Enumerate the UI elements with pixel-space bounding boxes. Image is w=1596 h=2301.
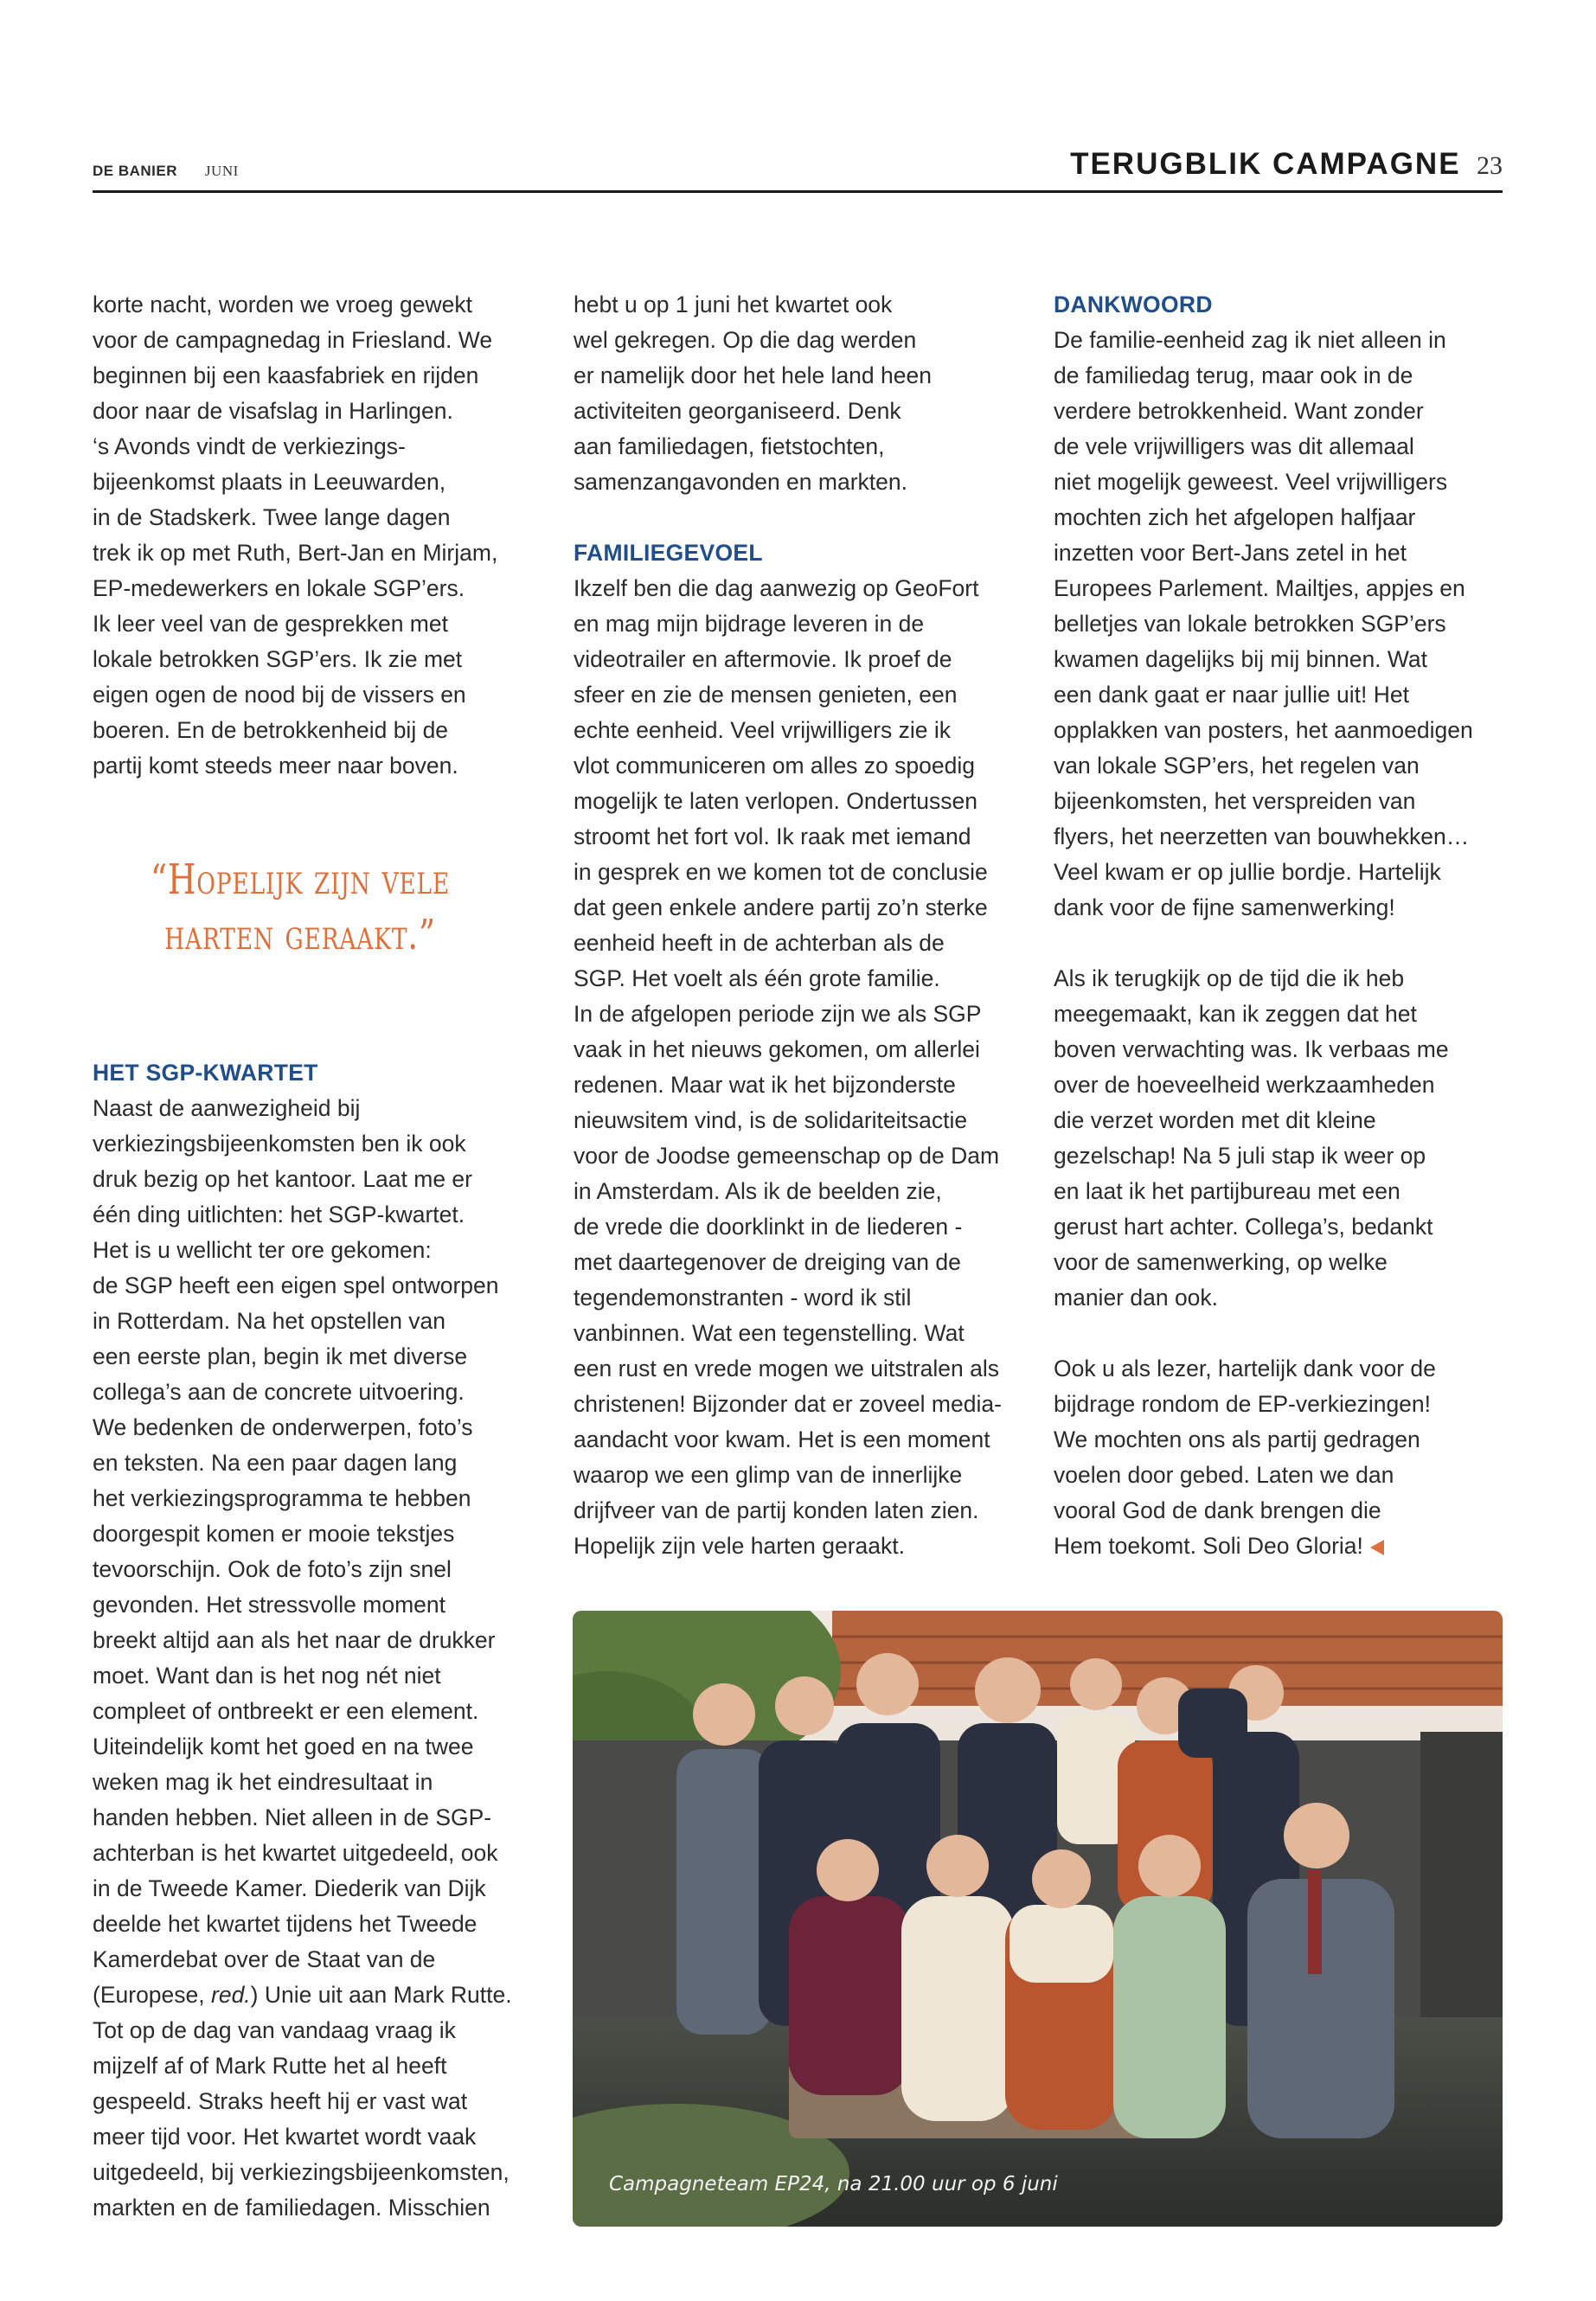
- text-line: van lokale SGP’ers, het regelen van: [1054, 753, 1420, 779]
- text-line: Europees Parlement. Mailtjes, appjes en: [1054, 575, 1465, 601]
- text-line: de SGP heeft een eigen spel ontworpen: [93, 1272, 499, 1298]
- text-line: druk bezig op het kantoor. Laat me er: [93, 1166, 472, 1192]
- text-line: de vrede die doorklinkt in de liederen -: [574, 1214, 963, 1240]
- text-line: uitgedeeld, bij verkiezingsbijeenkomsten,: [93, 2159, 510, 2185]
- page-number: 23: [1477, 151, 1503, 180]
- text-line: SGP. Het voelt als één grote familie.: [574, 965, 940, 991]
- red-line-before: (Europese,: [93, 1982, 211, 2008]
- text-line: voor de Joodse gemeenschap op de Dam: [574, 1143, 1000, 1169]
- pull-quote-line-1: “Hopelijk zijn vele: [150, 856, 451, 904]
- text-line: markten en de familiedagen. Misschien: [93, 2195, 490, 2221]
- text-line: bijeenkomsten, het verspreiden van: [1054, 788, 1416, 814]
- text-line: belletjes van lokale betrokken SGP’ers: [1054, 611, 1446, 637]
- text-line: Tot op de dag van vandaag vraag ik: [93, 2017, 456, 2043]
- text-line: mogelijk te laten verlopen. Ondertussen: [574, 788, 977, 814]
- text-line: partij komt steeds meer naar boven.: [93, 753, 458, 779]
- text-line: christenen! Bijzonder dat er zoveel media-: [574, 1391, 1002, 1417]
- text-line: boven verwachting was. Ik verbaas me: [1054, 1036, 1449, 1062]
- text-line: wel gekregen. Op die dag werden: [574, 327, 917, 353]
- text-line: mijzelf af of Mark Rutte het al heeft: [93, 2053, 447, 2079]
- text-line: opplakken van posters, het aanmoedigen: [1054, 717, 1473, 743]
- text-line: vaak in het nieuws gekomen, om allerlei: [574, 1036, 980, 1062]
- text-line: in gesprek en we komen tot de conclusie: [574, 859, 988, 885]
- text-line: In de afgelopen periode zijn we als SGP: [574, 1001, 982, 1027]
- text-line: bijeenkomst plaats in Leeuwarden,: [93, 469, 446, 495]
- text-line: gespeeld. Straks heeft hij er vast wat: [93, 2088, 468, 2114]
- text-line: flyers, het neerzetten van bouwhekken…: [1054, 824, 1470, 849]
- team-photo-illustration: [573, 1611, 1503, 2227]
- text-line: verdere betrokkenheid. Want zonder: [1054, 398, 1424, 424]
- header-left: [93, 163, 239, 180]
- header-right: [1070, 147, 1503, 182]
- text-line: drijfveer van de partij konden laten zien.: [574, 1497, 979, 1523]
- text-line: mochten zich het afgelopen halfjaar: [1054, 504, 1416, 530]
- text-line: in Amsterdam. Als ik de beelden zie,: [574, 1178, 942, 1204]
- kwartet-body: [93, 1091, 542, 1977]
- text-line: doorgespit komen er mooie tekstjes: [93, 1521, 455, 1547]
- text-line: trek ik op met Ruth, Bert-Jan en Mirjam,: [93, 540, 498, 566]
- text-line: vanbinnen. Wat een tegenstelling. Wat: [574, 1320, 965, 1346]
- column-1-kwartet: [93, 1055, 542, 2226]
- text-line: één ding uitlichten: het SGP-kwartet.: [93, 1202, 465, 1227]
- text-line: tevoorschijn. Ook de foto’s zijn snel: [93, 1556, 452, 1582]
- text-line: een eerste plan, begin ik met diverse: [93, 1343, 468, 1369]
- text-line: vlot communiceren om alles zo spoedig: [574, 753, 975, 779]
- text-line: beginnen bij een kaasfabriek en rijden: [93, 362, 479, 388]
- text-line: de vele vrijwilligers was dit allemaal: [1054, 433, 1414, 459]
- text-line: meegemaakt, kan ik zeggen dat het: [1054, 1001, 1417, 1027]
- text-line: samenzangavonden en markten.: [574, 469, 907, 495]
- text-line: en mag mijn bijdrage leveren in de: [574, 611, 925, 637]
- text-line: niet mogelijk geweest. Veel vrijwilligers: [1054, 469, 1448, 495]
- text-line: voor de campagnedag in Friesland. We: [93, 327, 493, 353]
- text-line: een rust en vrede mogen we uitstralen als: [574, 1356, 999, 1381]
- text-line: voelen door gebed. Laten we dan: [1054, 1462, 1394, 1488]
- text-line: videotrailer en aftermovie. Ik proef de: [574, 646, 952, 672]
- text-line: Hem toekomt. Soli Deo Gloria!: [1054, 1529, 1512, 1564]
- text-line: Hopelijk zijn vele harten geraakt.: [574, 1533, 905, 1559]
- paragraph-2: [1054, 961, 1512, 1316]
- end-triangle-icon: [1370, 1540, 1384, 1555]
- text-line: eenheid heeft in de achterban als de: [574, 930, 945, 956]
- text-line: Als ik terugkijk op de tijd die ik heb: [1054, 965, 1405, 991]
- text-line: eigen ogen de nood bij de vissers en: [93, 682, 466, 708]
- text-line: weken mag ik het eindresultaat in: [93, 1769, 433, 1795]
- dank-heading: DANKWOORD: [1054, 292, 1213, 317]
- red-line-after: ) Unie uit aan Mark Rutte.: [250, 1982, 512, 2008]
- text-line: deelde het kwartet tijdens het Tweede: [93, 1911, 478, 1937]
- text-line: Veel kwam er op jullie bordje. Hartelijk: [1054, 859, 1441, 885]
- text-line: gerust hart achter. Collega’s, bedankt: [1054, 1214, 1433, 1240]
- text-line: boeren. En de betrokkenheid bij de: [93, 717, 449, 743]
- text-line: in de Tweede Kamer. Diederik van Dijk: [93, 1875, 486, 1901]
- text-line: collega’s aan de concrete uitvoering.: [93, 1379, 465, 1405]
- column-2-intro: [574, 287, 1023, 500]
- text-line: We mochten ons als partij gedragen: [1054, 1426, 1420, 1452]
- column-3: [1054, 287, 1512, 1564]
- text-line: en teksten. Na een paar dagen lang: [93, 1450, 458, 1476]
- spacer: [574, 500, 1023, 535]
- text-line: EP-medewerkers en lokale SGP’ers.: [93, 575, 465, 601]
- text-line: de familiedag terug, maar ook in de: [1054, 362, 1413, 388]
- red-line-italic: red.: [211, 1982, 251, 2008]
- spacer: [1054, 926, 1512, 961]
- text-line: gevonden. Het stressvolle moment: [93, 1592, 446, 1618]
- team-photo: [573, 1611, 1503, 2227]
- text-line: in Rotterdam. Na het opstellen van: [93, 1308, 446, 1334]
- text-line: We bedenken de onderwerpen, foto’s: [93, 1414, 473, 1440]
- pull-quote: [138, 852, 462, 963]
- spacer: [1054, 1316, 1512, 1351]
- text-line: over de hoeveelheid werkzaamheden: [1054, 1072, 1435, 1098]
- column-1: [93, 287, 542, 784]
- text-line: een dank gaat er naar jullie uit! Het: [1054, 682, 1410, 708]
- page-header: [93, 147, 1503, 194]
- text-line: ‘s Avonds vindt de verkiezings-: [93, 433, 406, 459]
- text-line: moet. Want dan is het nog nét niet: [93, 1663, 441, 1689]
- publication-name: DE BANIER: [93, 163, 178, 179]
- text-line: meer tijd voor. Het kwartet wordt vaak: [93, 2124, 477, 2150]
- section-title: TERUGBLIK CAMPAGNE: [1070, 147, 1461, 181]
- text-line: het verkiezingsprogramma te hebben: [93, 1485, 471, 1511]
- text-line: Het is u wellicht ter ore gekomen:: [93, 1237, 432, 1263]
- kwartet-body-2: [93, 2013, 542, 2226]
- text-line: Ook u als lezer, hartelijk dank voor de: [1054, 1356, 1436, 1381]
- familie-heading: FAMILIEGEVOEL: [574, 540, 763, 566]
- text-line: sfeer en zie de mensen genieten, een: [574, 682, 958, 708]
- text-line: bijdrage rondom de EP-verkiezingen!: [1054, 1391, 1432, 1417]
- text-line: dank voor de fijne samenwerking!: [1054, 894, 1395, 920]
- text-line: tegendemonstranten - word ik stil: [574, 1285, 912, 1311]
- header-rule: [93, 190, 1503, 193]
- text-line: verkiezingsbijeenkomsten ben ik ook: [93, 1131, 466, 1157]
- photo-caption: Campagneteam EP24, na 21.00 uur op 6 juni: [609, 2173, 1058, 2195]
- text-line: korte nacht, worden we vroeg gewekt: [93, 292, 472, 317]
- text-line: Ikzelf ben die dag aanwezig op GeoFort: [574, 575, 979, 601]
- dank-body: [1054, 323, 1512, 926]
- text-line: breekt altijd aan als het naar de drukker: [93, 1627, 496, 1653]
- kwartet-heading: HET SGP-KWARTET: [93, 1060, 318, 1086]
- text-line: voor de samenwerking, op welke: [1054, 1249, 1388, 1275]
- red-note-line: [93, 1977, 542, 2013]
- text-line: inzetten voor Bert-Jans zetel in het: [1054, 540, 1407, 566]
- text-line: De familie-eenheid zag ik niet alleen in: [1054, 327, 1446, 353]
- text-line: Kamerdebat over de Staat van de: [93, 1946, 436, 1972]
- text-line: activiteiten georganiseerd. Denk: [574, 398, 901, 424]
- text-line: compleet of ontbreekt er een element.: [93, 1698, 479, 1724]
- text-line: lokale betrokken SGP’ers. Ik zie met: [93, 646, 463, 672]
- text-line: stroomt het fort vol. Ik raak met iemand: [574, 824, 971, 849]
- text-line: redenen. Maar wat ik het bijzonderste: [574, 1072, 956, 1098]
- text-line: kwamen dagelijks bij mij binnen. Wat: [1054, 646, 1428, 672]
- text-line: er namelijk door het hele land heen: [574, 362, 932, 388]
- text-line: aan familiedagen, fietstochten,: [574, 433, 885, 459]
- text-line: gezelschap! Na 5 juli stap ik weer op: [1054, 1143, 1426, 1169]
- text-line: Uiteindelijk komt het goed en na twee: [93, 1734, 474, 1759]
- text-line: Ik leer veel van de gesprekken met: [93, 611, 448, 637]
- text-line: hebt u op 1 juni het kwartet ook: [574, 292, 893, 317]
- text-line: aandacht voor kwam. Het is een moment: [574, 1426, 990, 1452]
- text-line: met daartegenover de dreiging van de: [574, 1249, 961, 1275]
- text-line: Naast de aanwezigheid bij: [93, 1095, 361, 1121]
- issue-month: JUNI: [204, 163, 239, 179]
- familie-body: [574, 571, 1023, 1564]
- text-line: echte eenheid. Veel vrijwilligers zie ik: [574, 717, 951, 743]
- text-line: handen hebben. Niet alleen in de SGP-: [93, 1804, 492, 1830]
- text-line: vooral God de dank brengen die: [1054, 1497, 1381, 1523]
- text-line: en laat ik het partijbureau met een: [1054, 1178, 1401, 1204]
- text-line: nieuwsitem vind, is de solidariteitsactie: [574, 1107, 968, 1133]
- text-line: dat geen enkele andere partij zo’n sterke: [574, 894, 988, 920]
- text-line: manier dan ook.: [1054, 1285, 1219, 1311]
- text-line: in de Stadskerk. Twee lange dagen: [93, 504, 451, 530]
- text-line: achterban is het kwartet uitgedeeld, ook: [93, 1840, 498, 1866]
- paragraph-3: [1054, 1351, 1512, 1564]
- text-line: die verzet worden met dit kleine: [1054, 1107, 1376, 1133]
- column-2: [574, 287, 1023, 1564]
- column-1-intro: [93, 287, 542, 784]
- text-line: door naar de visafslag in Harlingen.: [93, 398, 453, 424]
- pull-quote-line-2: harten geraakt.”: [164, 911, 436, 959]
- text-line: waarop we een glimp van de innerlijke: [574, 1462, 963, 1488]
